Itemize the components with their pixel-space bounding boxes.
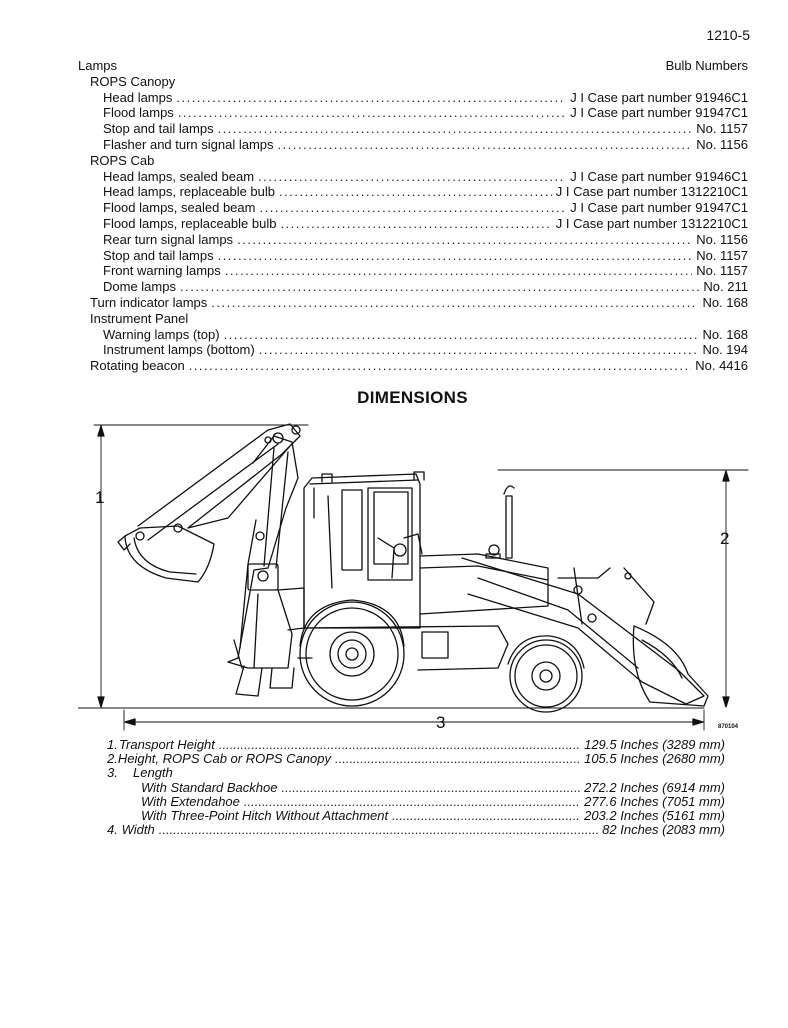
- dimension-row: With Standard Backhoe ..... 272.2 Inches (6914 mm): [107, 781, 725, 795]
- backhoe-loader-illustration: [78, 418, 758, 738]
- dimension-label-1: 1: [95, 488, 105, 507]
- dimensions-title: DIMENSIONS: [357, 388, 468, 407]
- dimension-row: 3. Length: [107, 765, 173, 781]
- lamp-row: Stop and tail lamps ..... No. 1157: [78, 121, 748, 137]
- lamp-row: Instrument lamps (bottom) ..... No. 194: [78, 342, 748, 358]
- lamp-row: Front warning lamps ..... No. 1157: [78, 263, 748, 279]
- group-heading: Instrument Panel: [90, 310, 189, 326]
- lamp-row: Flood lamps, replaceable bulb ..... J I Case part number 1312210C1: [78, 216, 748, 232]
- lamp-row: Head lamps, sealed beam ..... J I Case part number 91946C1: [78, 169, 748, 185]
- lamp-row: Head lamps, replaceable bulb ..... J I Case part number 1312210C1: [78, 184, 748, 200]
- lamp-row: Head lamps ..... J I Case part number 91946C1: [78, 90, 748, 106]
- dimension-row: With Three-Point Hitch Without Attachment ..... 203.2 Inches (5161 mm): [107, 809, 725, 823]
- page-number: 1210-5: [706, 27, 750, 43]
- figure-id: 870104: [718, 724, 739, 730]
- lamp-row: Turn indicator lamps ..... No. 168: [78, 295, 748, 311]
- dimension-row: 2. Height, ROPS Cab or ROPS Canopy ..... 105.5 Inches (2680 mm): [107, 752, 725, 766]
- lamp-row: Flasher and turn signal lamps ..... No. 1156: [78, 137, 748, 153]
- lamps-heading: Lamps: [78, 58, 118, 73]
- lamps-header: [78, 58, 748, 74]
- dimension-row: With Extendahoe ..... 277.6 Inches (7051 mm): [107, 795, 725, 809]
- dimension-label-2: 2: [720, 529, 730, 548]
- dimension-row: 4. Width ..... 82 Inches (2083 mm): [107, 823, 725, 837]
- lamp-row: Rotating beacon ..... No. 4416: [78, 358, 748, 374]
- lamp-bulb-table: [78, 58, 748, 374]
- bulb-numbers-heading: Bulb Numbers: [665, 58, 748, 73]
- group-heading: ROPS Canopy: [90, 73, 176, 89]
- dimension-label-3: 3: [436, 713, 446, 732]
- group-heading: ROPS Cab: [90, 152, 155, 168]
- dimensions-list: [107, 738, 725, 837]
- lamp-row: Flood lamps, sealed beam ..... J I Case part number 91947C1: [78, 200, 748, 216]
- lamp-row: Stop and tail lamps ..... No. 1157: [78, 248, 748, 264]
- dimension-row: 1. Transport Height ..... 129.5 Inches (3289 mm): [107, 738, 725, 752]
- lamp-row: Dome lamps ..... No. 211: [78, 279, 748, 295]
- lamp-row: Rear turn signal lamps ..... No. 1156: [78, 232, 748, 248]
- lamp-row: Warning lamps (top) ..... No. 168: [78, 327, 748, 343]
- lamp-row: Flood lamps ..... J I Case part number 91947C1: [78, 105, 748, 121]
